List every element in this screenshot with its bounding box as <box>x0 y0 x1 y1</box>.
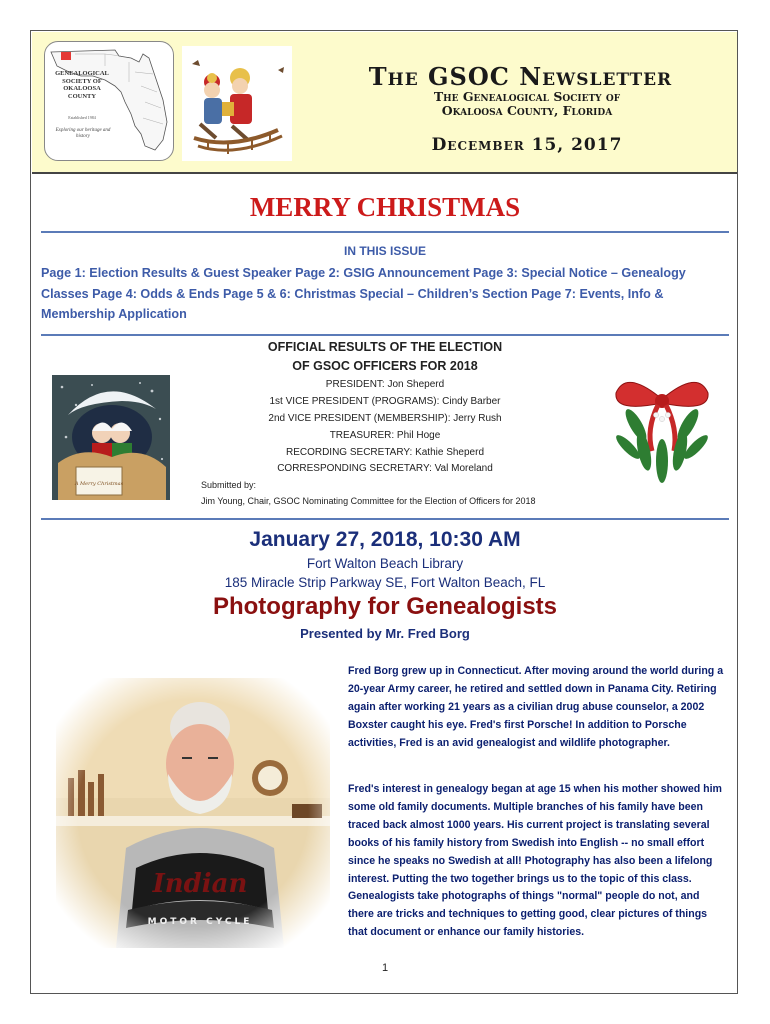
presenter-line: Presented by Mr. Fred Borg <box>300 626 470 641</box>
submitted-label: Submitted by: <box>201 480 257 490</box>
event-venue: Fort Walton Beach Library <box>306 556 464 571</box>
logo-line: SOCIETY OF <box>62 77 102 85</box>
election-title: OFFICIAL RESULTS OF THE ELECTION <box>267 340 503 354</box>
officer-line: 2nd VICE PRESIDENT (MEMBERSHIP): Jerry Rush <box>268 413 502 424</box>
logo-tagline: Exploring our heritage and history <box>55 128 111 139</box>
greeting-heading: MERRY CHRISTMAS <box>249 192 521 222</box>
logo-line: GENEALOGICAL <box>55 70 109 77</box>
page-number: 1 <box>381 962 389 974</box>
table-of-contents[interactable]: Page 1: Election Results & Guest Speaker Page 2: GSIG Announcement Page 3: Special Notice – Genealogy Classes Page 4: Odds & Ends Page 5 & 6: Christmas Special – Children’s Section Page 7: Events, Info & Membership Application <box>41 266 686 321</box>
divider <box>41 231 729 233</box>
talk-title: Photography for Genealogists <box>212 593 558 620</box>
divider <box>41 518 729 520</box>
election-title: OF GSOC OFFICERS FOR 2018 <box>292 359 478 373</box>
sledding-children-illustration <box>182 46 292 161</box>
speaker-portrait-photo <box>56 678 330 948</box>
newsletter-date: December 15, 2017 <box>431 135 623 155</box>
logo-line: OKALOOSA <box>63 85 101 92</box>
newsletter-subtitle: The Genealogical Society of <box>433 89 621 104</box>
divider <box>41 334 729 336</box>
officer-line: 1st VICE PRESIDENT (PROGRAMS): Cindy Barber <box>269 396 501 407</box>
society-logo <box>44 41 174 161</box>
logo-established: Established 1984 <box>68 115 96 120</box>
card-caption: A Merry Christmas <box>74 481 124 487</box>
speaker-bio-paragraph: Fred's interest in genealogy began at age 15 when his mother showed him some old family documents. Multiple branches of his family have been traced back almost 1000 years. His current project is translating several books of his family history from Swedish into English -- no small effort since he speaks no Swedish at all! Photography has also been a lifelong interest. Putting the two together brings us to the topic of this class. Genealogists take photographs of things "normal" people do not, and there are tricks and techniques to getting good, clear pictures of things that document or enhance our family histories. <box>348 783 722 939</box>
officer-line: PRESIDENT: Jon Sheperd <box>325 379 445 390</box>
officer-line: TREASURER: Phil Hoge <box>329 430 441 441</box>
masthead <box>32 32 737 174</box>
logo-line: COUNTY <box>67 92 97 100</box>
event-date: January 27, 2018, 10:30 AM <box>249 528 521 551</box>
florida-map-icon <box>45 42 173 160</box>
in-this-issue-heading: IN THIS ISSUE <box>343 244 426 258</box>
submitted-by: Jim Young, Chair, GSOC Nominating Committee for the Election of Officers for 2018 <box>201 496 536 506</box>
vintage-christmas-card-image <box>52 375 170 500</box>
officer-line: RECORDING SECRETARY: Kathie Sheperd <box>285 447 485 458</box>
speaker-bio-paragraph: Fred Borg grew up in Connecticut. After moving around the world during a 20-year Army career, he retired and settled down in Panama City. Retiring again after working 21 years as a civilian drug abuse counselor, a 2002 Boxster caught his eye. Fred's first Porsche! In addition to Porsche activities, Fred is an avid genealogist and wildlife photographer. <box>348 665 724 749</box>
mistletoe-bow-icon <box>606 369 718 491</box>
event-address: 185 Miracle Strip Parkway SE, Fort Walton Beach, FL <box>224 575 546 590</box>
newsletter-subtitle: Okaloosa County, Florida <box>441 103 613 118</box>
newsletter-title: The GSOC Newsletter <box>368 62 673 91</box>
officer-line: CORRESPONDING SECRETARY: Val Moreland <box>277 463 493 474</box>
